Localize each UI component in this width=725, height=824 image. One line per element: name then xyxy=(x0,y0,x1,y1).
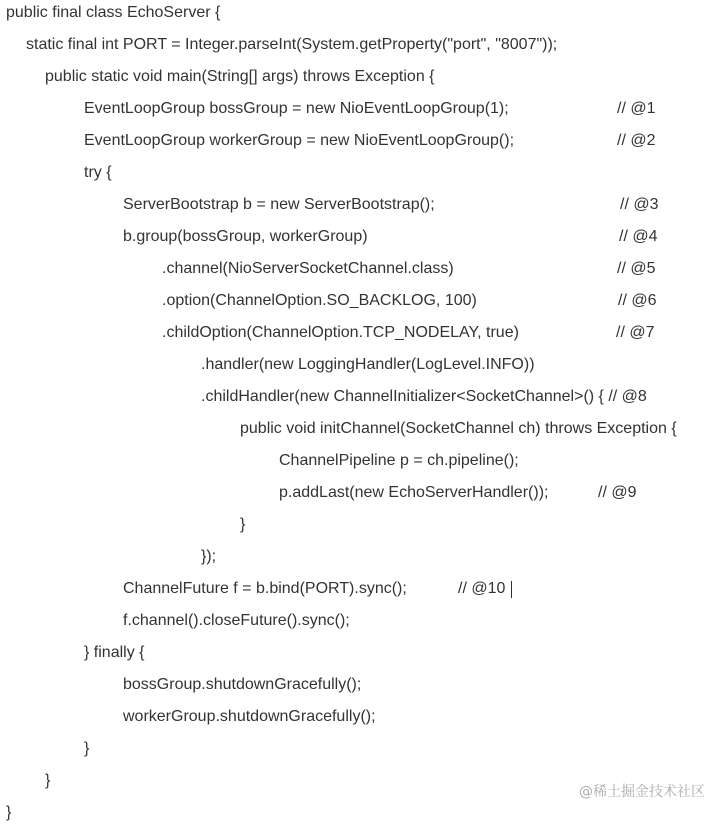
watermark-text: @稀土掘金技术社区 xyxy=(579,784,705,800)
code-text: static final int PORT = Integer.parseInt(System.getProperty("port", "8007")); xyxy=(26,36,558,53)
code-text: EventLoopGroup workerGroup = new NioEventLoopGroup(); xyxy=(84,132,515,149)
code-line xyxy=(0,610,725,632)
code-line xyxy=(0,322,725,344)
code-line xyxy=(0,226,725,248)
code-line xyxy=(0,194,725,216)
code-text: }); xyxy=(201,548,217,565)
code-comment: // @6 xyxy=(618,292,657,309)
code-text: b.group(bossGroup, workerGroup) xyxy=(123,228,368,245)
code-comment: // @7 xyxy=(616,324,655,341)
code-line xyxy=(0,578,725,600)
code-text: p.addLast(new EchoServerHandler()); xyxy=(279,484,549,501)
code-text: public static void main(String[] args) throws Exception { xyxy=(45,68,435,85)
code-text: public final class EchoServer { xyxy=(6,4,221,21)
code-line xyxy=(0,738,725,760)
code-text: } finally { xyxy=(84,644,145,661)
code-text: .channel(NioServerSocketChannel.class) xyxy=(162,260,454,277)
code-text: bossGroup.shutdownGracefully(); xyxy=(123,676,362,693)
code-line xyxy=(0,258,725,280)
code-text: workerGroup.shutdownGracefully(); xyxy=(123,708,376,725)
text-cursor xyxy=(511,581,512,598)
code-text: .option(ChannelOption.SO_BACKLOG, 100) xyxy=(162,292,477,309)
code-line xyxy=(0,130,725,152)
code-comment: // @3 xyxy=(620,196,659,213)
code-line xyxy=(0,162,725,184)
code-line xyxy=(0,66,725,88)
code-line xyxy=(0,802,725,824)
code-line xyxy=(0,34,725,56)
code-comment: // @1 xyxy=(617,100,656,117)
code-text: .handler(new LoggingHandler(LogLevel.INFO)) xyxy=(201,356,535,373)
code-line xyxy=(0,642,725,664)
code-text: } xyxy=(6,804,12,821)
code-text: .childHandler(new ChannelInitializer<SocketChannel>() { // @8 xyxy=(201,388,647,405)
code-text: public void initChannel(SocketChannel ch) throws Exception { xyxy=(240,420,677,437)
code-line xyxy=(0,418,725,440)
code-line xyxy=(0,482,725,504)
code-text: } xyxy=(84,740,90,757)
code-line xyxy=(0,386,725,408)
code-line xyxy=(0,546,725,568)
code-comment: // @2 xyxy=(617,132,656,149)
code-text: } xyxy=(45,772,51,789)
code-comment: // @5 xyxy=(617,260,656,277)
code-text: ServerBootstrap b = new ServerBootstrap(); xyxy=(123,196,435,213)
code-text: } xyxy=(240,516,246,533)
code-line xyxy=(0,98,725,120)
code-line xyxy=(0,354,725,376)
code-line xyxy=(0,706,725,728)
code-text: ChannelFuture f = b.bind(PORT).sync(); xyxy=(123,580,407,597)
code-text: f.channel().closeFuture().sync(); xyxy=(123,612,350,629)
code-text: .childOption(ChannelOption.TCP_NODELAY, true) xyxy=(162,324,519,341)
code-line xyxy=(0,290,725,312)
code-comment: // @4 xyxy=(619,228,658,245)
code-text: try { xyxy=(84,164,112,181)
code-text: ChannelPipeline p = ch.pipeline(); xyxy=(279,452,519,469)
code-line xyxy=(0,514,725,536)
code-line xyxy=(0,450,725,472)
code-text: EventLoopGroup bossGroup = new NioEventLoopGroup(1); xyxy=(84,100,509,117)
code-comment: // @9 xyxy=(598,484,637,501)
code-line xyxy=(0,674,725,696)
code-line xyxy=(0,2,725,24)
code-comment: // @10 xyxy=(458,580,506,597)
